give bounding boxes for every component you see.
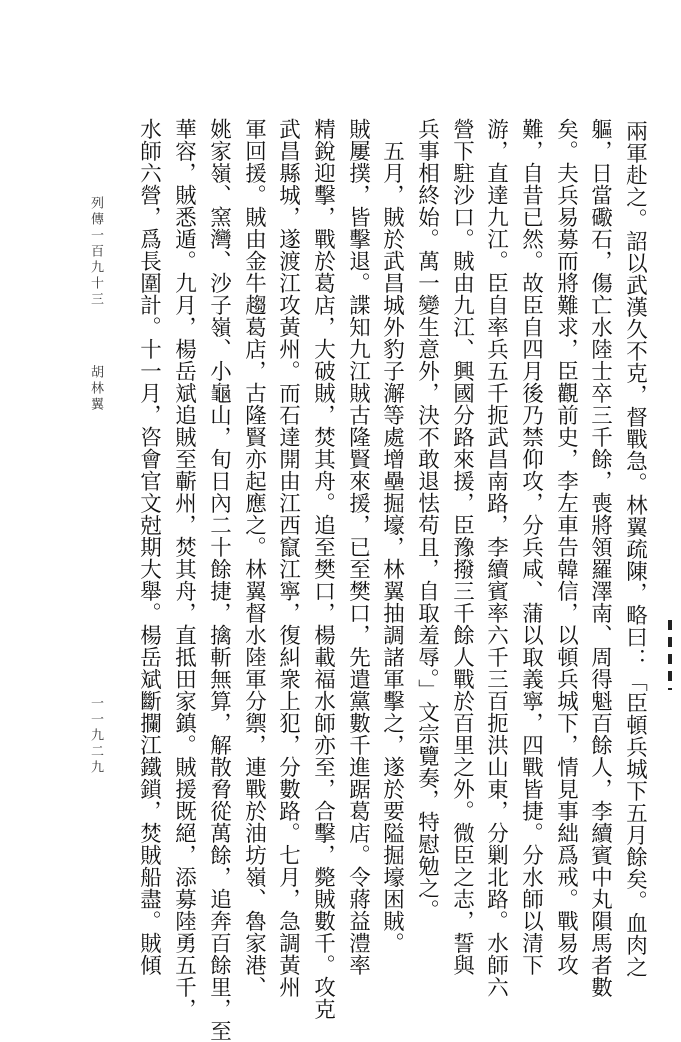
text-column-11: 武昌縣城，遂渡江攻黃州。而石達開由江西竄江寧，復糾衆上犯，分數路。七月，急調黃州: [275, 118, 301, 998]
page-number: 一一九二九: [88, 696, 103, 776]
text-column-7: 兵事相終始。萬一變生意外，決不敢退怯苟且，自取羞辱。」文宗覽奏，特慰勉之。: [414, 118, 440, 922]
running-head-title: 列傳一百九十三: [88, 196, 103, 308]
text-column-1: 兩軍赴之。詔以武漢久不克，督戰急。林翼疏陳，略曰：「臣頓兵城下五月餘矣。血肉之: [622, 120, 648, 978]
running-head-name: 胡林翼: [88, 365, 103, 413]
text-column-12: 軍回援。賊由金牛趨葛店，古隆賢亦起應之。林翼督水陸軍分禦，連戰於油坊嶺、魯家港、: [241, 118, 267, 998]
text-column-2: 軀，日當礮石，傷亡水陸士卒三千餘，喪將領羅澤南、周得魁百餘人，李續賓中丸隕馬者數: [587, 118, 613, 998]
text-column-10: 精銳迎擊，戰於葛店，大破賊，焚其舟。追至樊口，楊載福水師亦至，合擊，斃賊數千。攻克: [310, 118, 336, 1020]
text-column-15: 水師六營，爲長圍計。十一月，咨會官文尅期大舉。楊岳斌斷攔江鐵鎖，焚賊船盡。賊傾: [136, 118, 162, 976]
text-column-14: 華容，賊悉遁。九月，楊岳斌追賊至蘄州，焚其舟，直抵田家鎮。賊援既絕，添募陸勇五千，: [171, 118, 197, 1020]
text-column-4: 難，自昔已然。故臣自四月後乃禁仰攻，分兵咸、蒲以取義寧，四戰皆捷。分水師以清下: [518, 118, 544, 976]
text-column-8: 五月，賊於武昌城外豹子澥等處增壘掘壕，林翼抽調諸軍擊之，遂於要隘掘壕困賊。: [379, 140, 405, 954]
edge-marks: [668, 620, 672, 690]
text-column-6: 營下駐沙口。賊由九江、興國分路來援，臣豫撥三千餘人戰於百里之外。微臣之志，誓與: [449, 118, 475, 976]
text-column-5: 游，直達九江。臣自率兵五千扼武昌南路，李續賓率六千三百扼洪山東，分剿北路。水師六: [483, 118, 509, 998]
text-column-9: 賊屢撲，皆擊退。諜知九江賊古隆賢來援，已至樊口，先遣黨數千進踞葛店。令蔣益澧率: [345, 118, 371, 976]
text-column-3: 矣。夫兵易募而將難求，臣觀前史，李左車告韓信，以頓兵城下，情見事絀爲戒。戰易攻: [553, 118, 579, 976]
text-column-13: 姚家嶺、窯灣、沙子嶺、小龜山，旬日內二十餘捷，擒斬無算，解散脅從萬餘，追奔百餘里，至: [206, 118, 232, 1042]
